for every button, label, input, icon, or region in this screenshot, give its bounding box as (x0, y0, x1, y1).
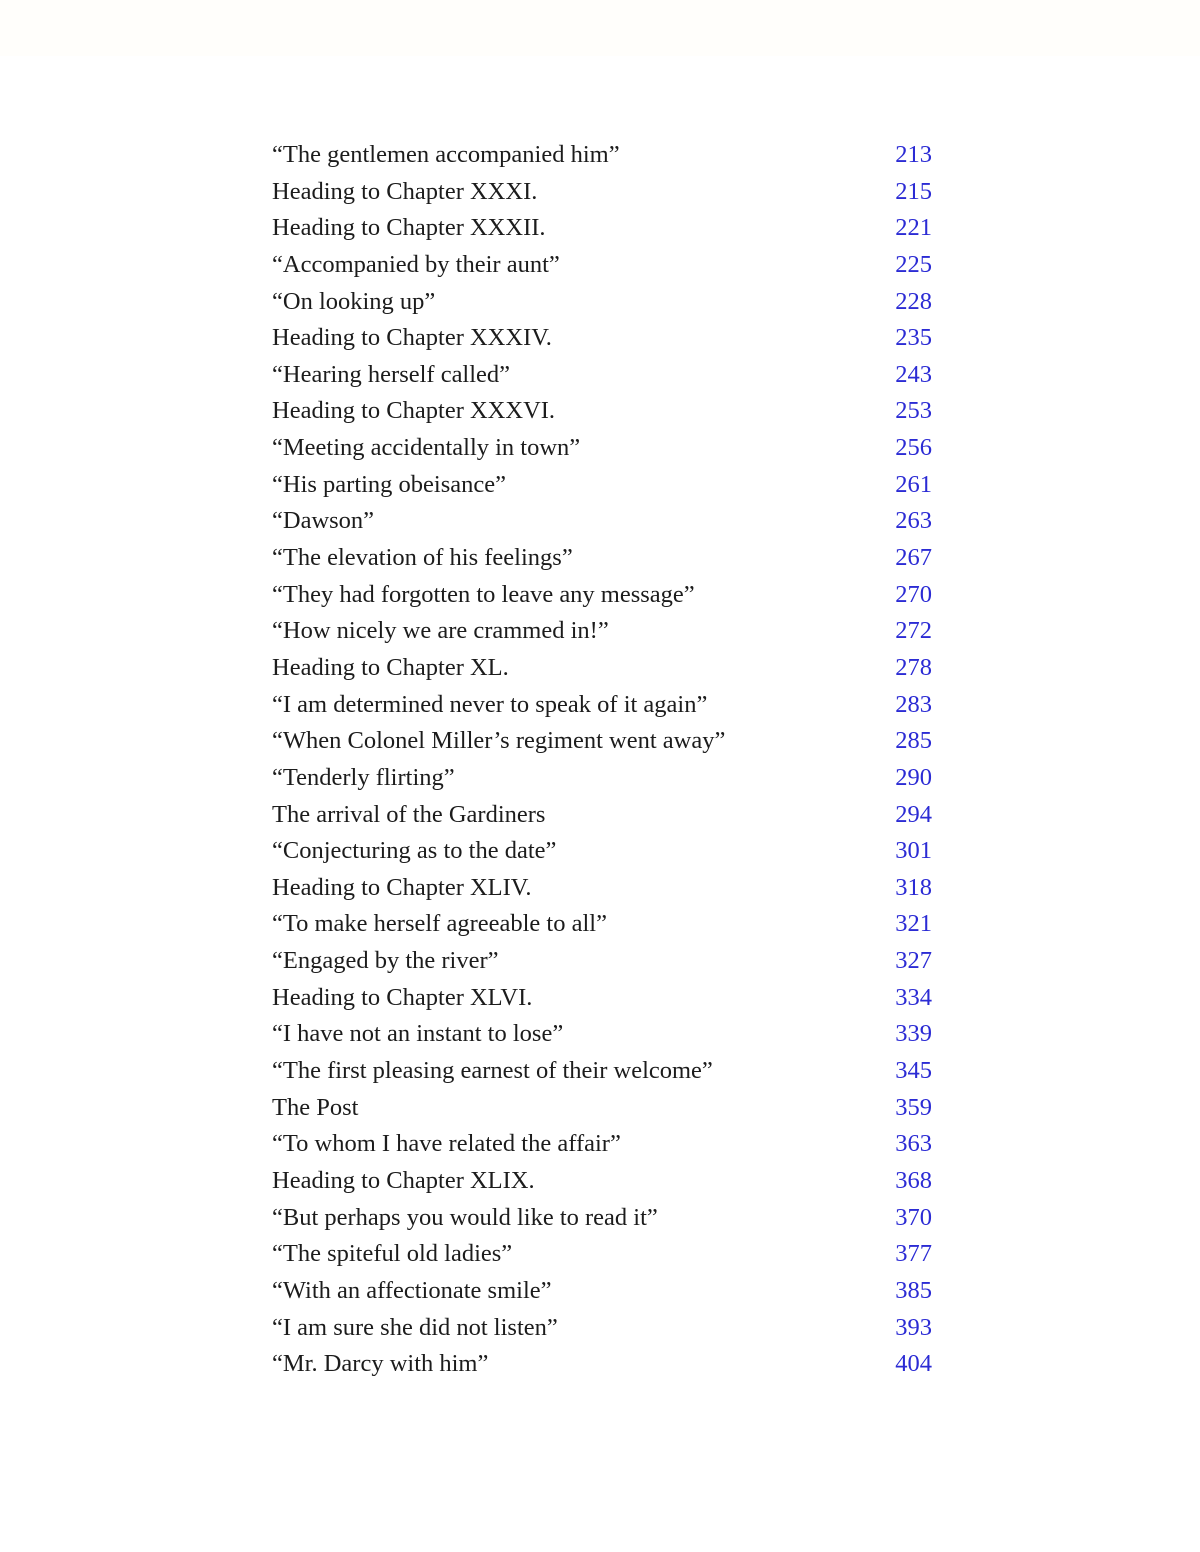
toc-entry-label: “I am sure she did not listen” (272, 1313, 558, 1341)
toc-row (272, 577, 932, 614)
toc-row (272, 393, 932, 430)
toc-row (272, 137, 932, 174)
toc-row (272, 467, 932, 504)
toc-row (272, 1236, 932, 1273)
toc-row (272, 1163, 932, 1200)
toc-entry-page-link[interactable]: 294 (895, 800, 932, 828)
toc-entry-page-link[interactable]: 359 (895, 1093, 932, 1121)
toc-entry-label: “The gentlemen accompanied him” (272, 141, 620, 168)
toc-entry-label: “I have not an instant to lose” (272, 1020, 564, 1048)
toc-entry-page-link[interactable]: 301 (895, 837, 932, 865)
toc-entry-page-link[interactable]: 235 (895, 324, 932, 352)
toc-entry-label: “But perhaps you would like to read it” (272, 1203, 658, 1231)
toc-entry-page-link[interactable]: 215 (895, 177, 932, 205)
toc-entry-label: “Engaged by the river” (272, 947, 499, 975)
toc-entry-label: “I am determined never to speak of it again” (272, 690, 708, 718)
toc-row (272, 174, 932, 211)
toc-entry-label: The Post (272, 1093, 359, 1121)
page-top-margin-band (0, 0, 1200, 56)
toc-row (272, 833, 932, 870)
toc-row (272, 687, 932, 724)
toc-entry-page-link[interactable]: 278 (895, 653, 932, 681)
toc-row (272, 943, 932, 980)
toc-entry-page-link[interactable]: 228 (895, 287, 932, 315)
toc-entry-label: “How nicely we are crammed in!” (272, 617, 609, 645)
toc-entry-page-link[interactable]: 404 (895, 1350, 932, 1378)
toc-entry-page-link[interactable]: 370 (895, 1203, 932, 1231)
toc-entry-page-link[interactable]: 377 (895, 1240, 932, 1268)
toc-row (272, 210, 932, 247)
toc-row (272, 760, 932, 797)
toc-entry-page-link[interactable]: 261 (895, 470, 932, 498)
toc-entry-page-link[interactable]: 290 (895, 763, 932, 791)
toc-row (272, 430, 932, 467)
toc-entry-page-link[interactable]: 321 (895, 910, 932, 938)
toc-entry-page-link[interactable]: 243 (895, 360, 932, 388)
toc-entry-label: “Tenderly flirting” (272, 763, 455, 791)
toc-row (272, 503, 932, 540)
toc-row (272, 247, 932, 284)
toc-row (272, 320, 932, 357)
toc-list (272, 137, 932, 1383)
toc-row (272, 1273, 932, 1310)
toc-row (272, 1346, 932, 1383)
toc-entry-page-link[interactable]: 334 (895, 983, 932, 1011)
toc-entry-page-link[interactable]: 345 (895, 1057, 932, 1085)
toc-row (272, 613, 932, 650)
toc-entry-label: “To make herself agreeable to all” (272, 910, 607, 938)
toc-entry-label: Heading to Chapter XXXVI. (272, 397, 556, 425)
toc-entry-page-link[interactable]: 256 (895, 434, 932, 462)
toc-entry-label: “Meeting accidentally in town” (272, 434, 581, 462)
toc-entry-label: “Mr. Darcy with him” (272, 1350, 489, 1378)
toc-entry-label: “The spiteful old ladies” (272, 1240, 513, 1268)
toc-entry-page-link[interactable]: 318 (895, 873, 932, 901)
toc-row (272, 1090, 932, 1127)
toc-entry-label: Heading to Chapter XLIV. (272, 873, 532, 901)
toc-entry-page-link[interactable]: 213 (895, 141, 932, 168)
toc-entry-page-link[interactable]: 221 (895, 214, 932, 242)
toc-row (272, 906, 932, 943)
toc-entry-page-link[interactable]: 285 (895, 727, 932, 755)
toc-entry-label: “The elevation of his feelings” (272, 544, 573, 572)
toc-row (272, 284, 932, 321)
toc-row (272, 650, 932, 687)
toc-entry-label: “Hearing herself called” (272, 360, 511, 388)
toc-entry-page-link[interactable]: 368 (895, 1166, 932, 1194)
toc-row (272, 540, 932, 577)
toc-entry-label: “Conjecturing as to the date” (272, 837, 557, 865)
toc-entry-label: “Dawson” (272, 507, 375, 535)
toc-entry-label: “The first pleasing earnest of their welcome” (272, 1057, 713, 1085)
toc-entry-label: “To whom I have related the affair” (272, 1130, 621, 1158)
toc-entry-label: Heading to Chapter XL. (272, 653, 509, 681)
toc-entry-page-link[interactable]: 267 (895, 544, 932, 572)
toc-row (272, 870, 932, 907)
toc-entry-label: Heading to Chapter XXXI. (272, 177, 538, 205)
toc-entry-label: Heading to Chapter XXXII. (272, 214, 546, 242)
toc-entry-page-link[interactable]: 253 (895, 397, 932, 425)
toc-entry-label: “On looking up” (272, 287, 436, 315)
toc-entry-page-link[interactable]: 272 (895, 617, 932, 645)
toc-entry-label: Heading to Chapter XLIX. (272, 1166, 535, 1194)
toc-entry-label: “Accompanied by their aunt” (272, 250, 560, 278)
toc-entry-page-link[interactable]: 263 (895, 507, 932, 535)
toc-row (272, 1126, 932, 1163)
toc-row (272, 1053, 932, 1090)
toc-entry-page-link[interactable]: 225 (895, 250, 932, 278)
toc-entry-page-link[interactable]: 327 (895, 947, 932, 975)
toc-row (272, 357, 932, 394)
toc-entry-page-link[interactable]: 270 (895, 580, 932, 608)
toc-entry-page-link[interactable]: 283 (895, 690, 932, 718)
toc-entry-page-link[interactable]: 363 (895, 1130, 932, 1158)
toc-entry-page-link[interactable]: 385 (895, 1276, 932, 1304)
toc-entry-page-link[interactable]: 339 (895, 1020, 932, 1048)
toc-entry-label: Heading to Chapter XLVI. (272, 983, 533, 1011)
toc-entry-label: The arrival of the Gardiners (272, 800, 546, 828)
toc-row (272, 797, 932, 834)
toc-entry-label: “When Colonel Miller’s regiment went away” (272, 727, 726, 755)
toc-entry-label: “His parting obeisance” (272, 470, 507, 498)
toc-row (272, 1310, 932, 1347)
toc-row (272, 1200, 932, 1237)
toc-row (272, 723, 932, 760)
toc-entry-page-link[interactable]: 393 (895, 1313, 932, 1341)
toc-entry-label: “They had forgotten to leave any message” (272, 580, 695, 608)
toc-entry-label: Heading to Chapter XXXIV. (272, 324, 552, 352)
toc-row (272, 1016, 932, 1053)
toc-row (272, 980, 932, 1017)
toc-entry-label: “With an affectionate smile” (272, 1276, 552, 1304)
